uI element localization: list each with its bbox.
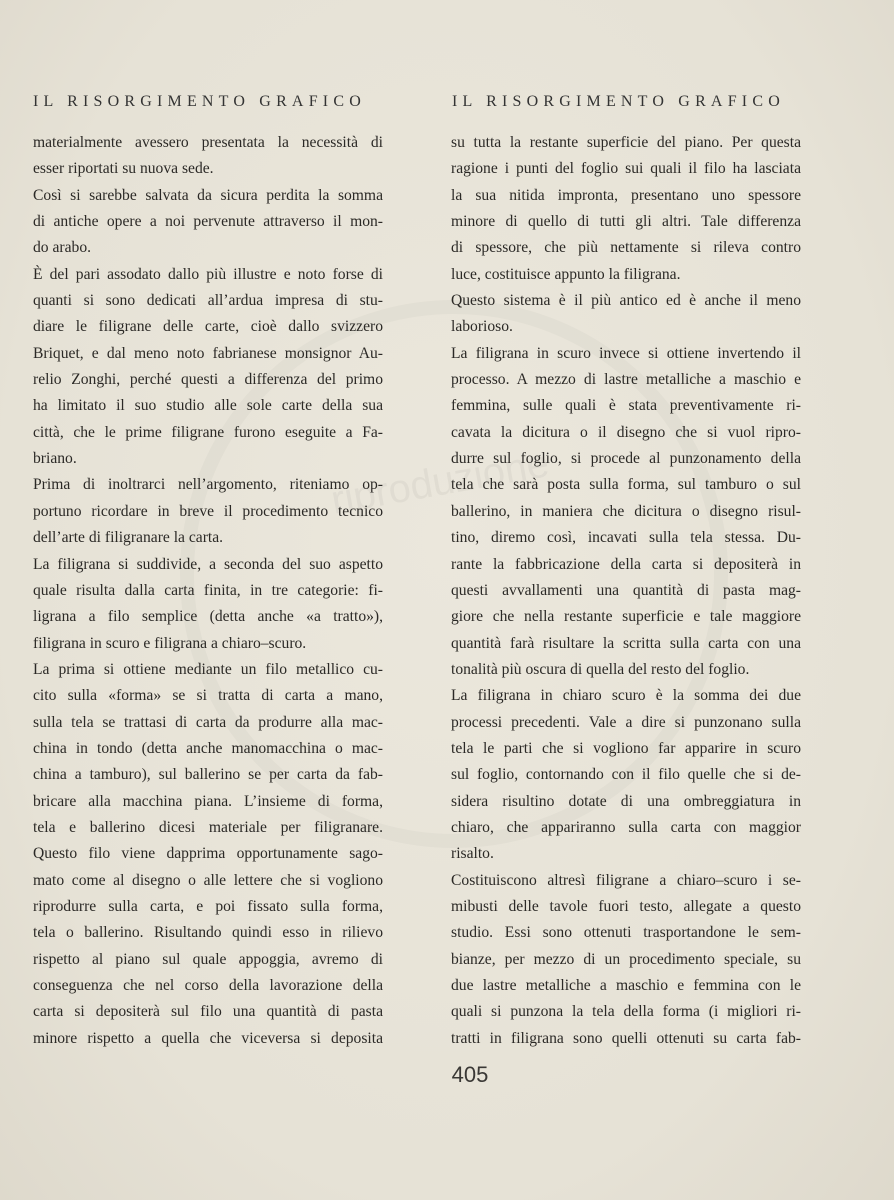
text-line: carta si depositerà sul filo una quantità di pasta: [33, 1003, 383, 1021]
text-line: luce, costituisce appunto la filigrana.: [451, 265, 681, 283]
page-number: [0, 1062, 894, 1088]
text-line: filigrana in scuro e filigrana a chiaro–scuro.: [33, 634, 307, 652]
text-line: cito sulla «forma» se si tratta di carta a mano,: [33, 687, 383, 705]
text-line: ha limitato il suo studio alle sole carte della sua: [33, 397, 383, 415]
text-line: processo. A mezzo di lastre metalliche a maschio e: [451, 371, 801, 389]
text-line: laborioso.: [451, 318, 513, 336]
text-line: di antiche opere a noi pervenute attraverso il mon-: [33, 213, 383, 231]
text-line: tela e ballerino dicesi materiale per filigranare.: [33, 818, 383, 836]
text-line: questi avvallamenti una quantità di pasta mag-: [451, 581, 801, 599]
text-line: tonalità più oscura di quella del resto del foglio.: [451, 660, 750, 678]
text-line: studio. Essi sono ottenuti trasportandone le sem-: [451, 924, 801, 942]
text-line: La filigrana in chiaro scuro è la somma dei due: [451, 687, 801, 705]
text-line: La filigrana si suddivide, a seconda del suo aspetto: [33, 555, 383, 573]
text-line: La prima si ottiene mediante un filo metallico cu-: [33, 660, 383, 678]
text-line: ragione i punti del foglio sui quali il filo ha lasciata: [451, 160, 801, 178]
text-line: Questo sistema è il più antico ed è anche il meno: [451, 292, 801, 310]
text-line: bricare alla macchina piana. L’insieme di forma,: [33, 792, 383, 810]
text-line: bianze, per mezzo di un procedimento speciale, su: [451, 950, 801, 968]
text-column-left: [33, 130, 383, 1052]
text-line: mato come al disegno o alle lettere che si vogliono: [33, 871, 383, 889]
text-line: conseguenza che nel corso della lavorazione della: [33, 977, 383, 994]
text-line: rispetto al piano sul quale appoggia, avremo di: [33, 950, 383, 968]
text-line: mibusti delle tavole fuori testo, allegate a questo: [451, 897, 801, 915]
text-line: di spessore, che più nettamente si rileva contro: [451, 239, 801, 257]
text-line: ligrana a filo semplice (detta anche «a tratto»),: [33, 608, 383, 626]
text-line: rante la fabbricazione della carta si depositerà in: [451, 555, 801, 573]
text-line: Così si sarebbe salvata da sicura perdita la somma: [33, 186, 383, 204]
text-line: tino, diremo così, incavati sulla tela stessa. Du-: [451, 529, 801, 547]
text-line: la sua nitida impronta, presentano uno spessore: [451, 186, 801, 204]
text-line: quantità farà risultare la scritta sulla carta con una: [451, 634, 801, 652]
text-line: briano.: [33, 450, 77, 468]
text-line: Briquet, e dal meno noto fabrianese monsignor Au-: [33, 344, 383, 362]
text-line: relio Zonghi, perché questi a differenza del primo: [33, 371, 383, 389]
text-line: sidera risultino dotate di una ombreggiatura in: [451, 792, 801, 810]
text-line: tratti in filigrana sono quelli ottenuti su carta fab-: [451, 1029, 801, 1047]
text-line: quale risulta dalla carta finita, in tre categorie: fi-: [33, 581, 383, 599]
text-line: La filigrana in scuro invece si ottiene invertendo il: [451, 344, 801, 362]
text-line: minore rispetto a quella che viceversa si deposita: [33, 1029, 383, 1047]
text-line: risalto.: [451, 845, 494, 863]
text-line: ballerino, in maniera che dicitura o disegno risul-: [451, 502, 801, 520]
text-line: giore che nella restante superficie e tale maggiore: [451, 608, 801, 626]
text-line: esser riportati su nuova sede.: [33, 160, 214, 178]
text-line: Prima di inoltrarci nell’argomento, riteniamo op-: [33, 476, 383, 494]
text-line: tela o ballerino. Risultando quindi esso in rilievo: [33, 924, 383, 942]
text-line: sulla tela se trattasi di carta da produrre alla mac-: [33, 713, 383, 731]
text-line: femmina, sulle quali è stata preventivamente ri-: [451, 397, 801, 415]
page-number-text: 405: [451, 1062, 489, 1087]
text-line: china in tondo (detta anche manomacchina o mac-: [33, 739, 383, 757]
text-line: Questo filo viene dapprima opportunamente sago-: [33, 845, 383, 863]
text-line: diare le filigrane delle carte, cioè dallo svizzero: [33, 318, 383, 336]
text-line: materialmente avessero presentata la necessità di: [33, 134, 383, 151]
text-line: cavata la dicitura o il disegno che si vuol ripro-: [451, 423, 801, 441]
watermark-text: riproduzione: [327, 441, 553, 523]
text-line: su tutta la restante superficie del piano. Per questa: [451, 134, 801, 151]
text-line: città, che le prime filigrane furono eseguite a Fa-: [33, 423, 383, 441]
text-line: tela che sarà posta sulla forma, sul tamburo o sul: [451, 476, 801, 494]
text-line: durre sul foglio, si procede al punzonamento della: [451, 450, 801, 468]
text-line: do arabo.: [33, 239, 92, 257]
text-line: quanti si sono dedicati all’ardua impresa di stu-: [33, 292, 383, 310]
text-line: sul foglio, contornando con il filo quelle che si de-: [451, 766, 801, 784]
text-line: minore di quello di tutti gli altri. Tale differenza: [451, 213, 801, 231]
text-line: quali si punzona la tela della forma (i migliori ri-: [451, 1003, 801, 1021]
text-line: china a tamburo), sul ballerino se per carta da fab-: [33, 766, 383, 784]
text-line: portuno ricordare in breve il procedimento tecnico: [33, 502, 383, 520]
running-header-right: IL RISORGIMENTO GRAFICO: [452, 93, 785, 110]
text-line: Costituiscono altresì filigrane a chiaro–scuro i se-: [451, 871, 801, 889]
text-line: riprodurre sulla carta, e poi fissato sulla forma,: [33, 897, 383, 915]
text-line: È del pari assodato dallo più illustre e noto forse di: [33, 265, 383, 283]
text-line: processi precedenti. Vale a dire si punzonano sulla: [451, 713, 801, 731]
text-line: dell’arte di filigranare la carta.: [33, 529, 224, 547]
text-column-right: [451, 130, 801, 1052]
text-line: chiaro, che appariranno sulla carta con maggior: [451, 818, 801, 836]
text-line: tela le parti che si vogliono far apparire in scuro: [451, 739, 801, 757]
running-header-left: IL RISORGIMENTO GRAFICO: [33, 93, 366, 110]
text-line: due lastre metalliche a maschio e femmina con le: [451, 977, 801, 994]
